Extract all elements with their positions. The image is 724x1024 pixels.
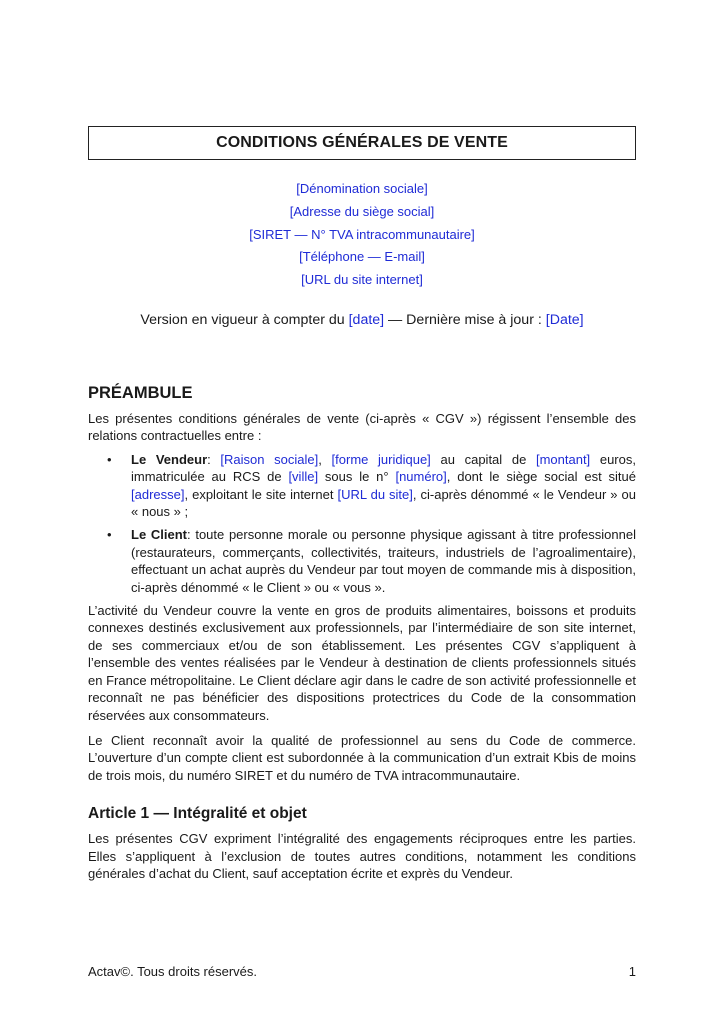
- version-middle: — Dernière mise à jour :: [384, 312, 546, 328]
- vendeur-label: Le Vendeur: [131, 451, 208, 467]
- vendeur-text: au capital de: [430, 451, 536, 467]
- list-item-client: [88, 526, 636, 596]
- client-text: : toute personne morale ou personne physique agissant à titre professionnel (restaurateurs, commerçants, collectivités, traiteurs, industriels de l’agroalimentaire), effectuant un achat auprès du Vendeur par tout moyen de commande mis à disposition, ci-après dénommé « le Client » ou « vous ».: [131, 527, 636, 595]
- placeholder-ville: [ville]: [288, 469, 319, 485]
- parties-list: [88, 451, 636, 596]
- vendeur-text: :: [207, 451, 221, 467]
- document-body: [88, 383, 636, 882]
- vendeur-text: ,: [318, 451, 332, 467]
- article-1-text: Les présentes CGV expriment l’intégralité des engagements réciproques entre les parties. Elles s’appliquent à l’exclusion de toutes autres conditions, notamment les conditions générales d’achat du Client, sauf acceptation écrite et exprès du Vendeur.: [88, 831, 636, 881]
- placeholder-forme-juridique: [forme juridique]: [331, 451, 431, 467]
- version-date-placeholder: [date]: [348, 312, 385, 328]
- version-line: [0, 312, 724, 328]
- list-item-vendeur: [88, 451, 636, 521]
- vendeur-text: euros, immatriculée au RCS de: [131, 451, 636, 485]
- placeholder-url-site: [URL du site]: [337, 486, 413, 502]
- page-footer: [88, 964, 636, 979]
- placeholder-website: [URL du site internet]: [301, 272, 423, 288]
- vendeur-text: , ci-après dénommé « le Vendeur » ou « nous » ;: [131, 486, 636, 520]
- version-prefix: Version en vigueur à compter du: [140, 312, 349, 328]
- footer-copyright: Actav©. Tous droits réservés.: [88, 964, 258, 979]
- company-placeholders: [0, 178, 724, 292]
- bullet-icon: •: [107, 527, 112, 543]
- placeholder-company-name: [Dénomination sociale]: [296, 181, 428, 196]
- preamble-paragraph-activity: L’activité du Vendeur couvre la vente en gros de produits alimentaires, boissons et produits connexes destinés exclusivement aux professionnels, par l’intermédiaire de son site internet, de ses commerciaux et/ou de son établissement. Les présentes CGV s’appliquent à l’ensemble des ventes réalisées par le Vendeur à destination de clients professionnels situés en France métropolitaine. Le Client déclare agir dans le cadre de son activité professionnelle et reconnaît ne pas bénéficier des dispositions protectrices du Code de la consommation réservées aux consommateurs.: [88, 603, 636, 723]
- page-number: 1: [628, 964, 636, 979]
- placeholder-numero: [numéro]: [395, 469, 447, 485]
- placeholder-montant: [montant]: [535, 451, 591, 467]
- preamble-heading: PRÉAMBULE: [88, 384, 193, 402]
- update-date-placeholder: [Date]: [545, 312, 584, 328]
- placeholder-address: [Adresse du siège social]: [289, 203, 435, 219]
- placeholder-siret-vat: [SIRET — N° TVA intracommunautaire]: [249, 226, 475, 242]
- bullet-icon: •: [107, 451, 112, 467]
- document-title: CONDITIONS GÉNÉRALES DE VENTE: [216, 134, 508, 151]
- preamble-paragraph-professional: Le Client reconnaît avoir la qualité de professionnel au sens du Code de commerce. L’ouverture d’un compte client est subordonnée à la communication d’un extrait Kbis de moins de trois mois, du numéro SIRET et du numéro de TVA intracommunautaire.: [88, 732, 636, 783]
- client-label: Le Client: [131, 527, 187, 543]
- vendeur-text: sous le n°: [318, 469, 396, 485]
- placeholder-raison-sociale: [Raison sociale]: [220, 451, 319, 467]
- preamble-intro: Les présentes conditions générales de vente (ci-après « CGV ») régissent l’ensemble des relations contractuelles entre :: [88, 411, 636, 444]
- placeholder-phone-email: [Téléphone — E-mail]: [299, 249, 425, 265]
- document-title-box: [88, 126, 636, 160]
- vendeur-text: , dont le siège social est situé: [446, 469, 636, 485]
- vendeur-text: , exploitant le site internet: [184, 486, 338, 502]
- article-1-heading: Article 1 — Intégralité et objet: [88, 805, 307, 823]
- placeholder-adresse: [adresse]: [131, 486, 185, 502]
